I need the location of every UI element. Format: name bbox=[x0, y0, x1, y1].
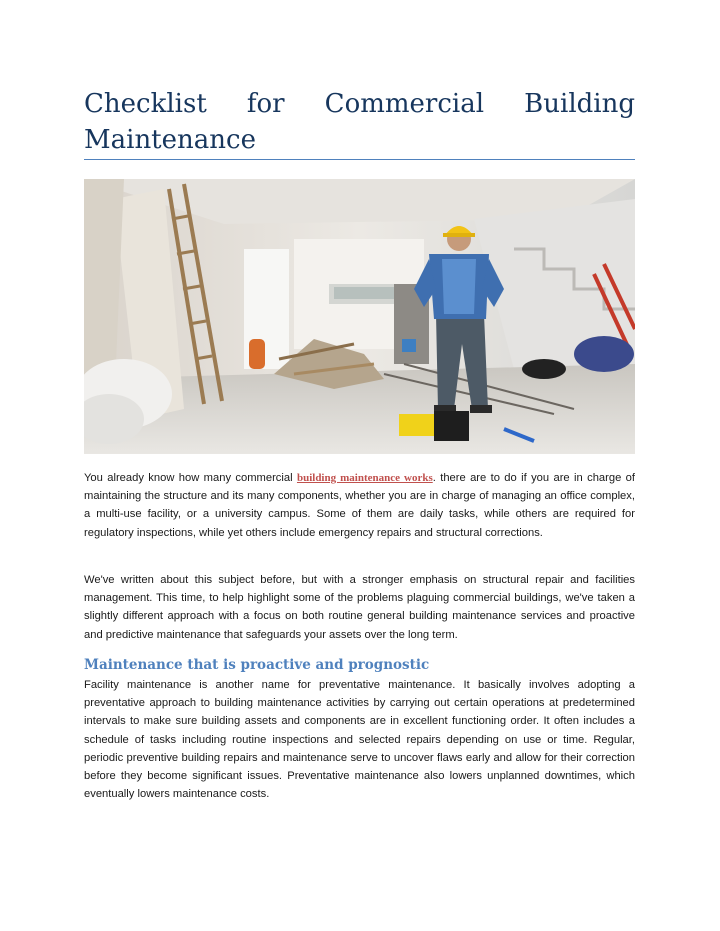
document-title: Checklist for Commercial Building Maintenance bbox=[84, 89, 635, 155]
title-divider bbox=[84, 159, 635, 160]
body-paragraph-3: Facility maintenance is another name for preventative maintenance. It basically involves adopting a preventative approach to building maintenance activities by carrying out certain operations at predetermined intervals to make sure building assets and components are in excellent functioning order. It often includes a schedule of tasks including routine inspections and selected repairs depending on use or time. Regular, periodic preventive building repairs and maintenance serve to uncover flaws early and allow for their correction before they become significant issues. Preventative maintenance also lowers unplanned downtimes, which eventually lowers maintenance costs. bbox=[84, 679, 635, 801]
intro-text-after: . there are to do if you are in charge of maintaining the structure and its many components, whether you are in charge of managing an office complex, a multi-use facility, or a university campus. Some of them are daily tasks, while others are required for regulatory inspections, while yet others include emergency repairs and structural corrections. bbox=[84, 472, 636, 539]
construction-worker-photo bbox=[84, 179, 635, 454]
body-paragraph-2: We've written about this subject before, but with a stronger emphasis on structural repair and facilities management. This time, to help highlight some of the problems plaguing commercial buildings, we've taken a slightly different approach with a focus on both routine general building maintenance services and proactive and predictive maintenance that safeguards your assets over the long term. bbox=[84, 574, 635, 641]
intro-paragraph bbox=[84, 469, 635, 542]
section-heading: Maintenance that is proactive and prognostic bbox=[84, 657, 430, 673]
building-maintenance-link[interactable]: building maintenance works bbox=[296, 472, 433, 484]
intro-text-before: You already know how many commercial bbox=[84, 472, 297, 484]
